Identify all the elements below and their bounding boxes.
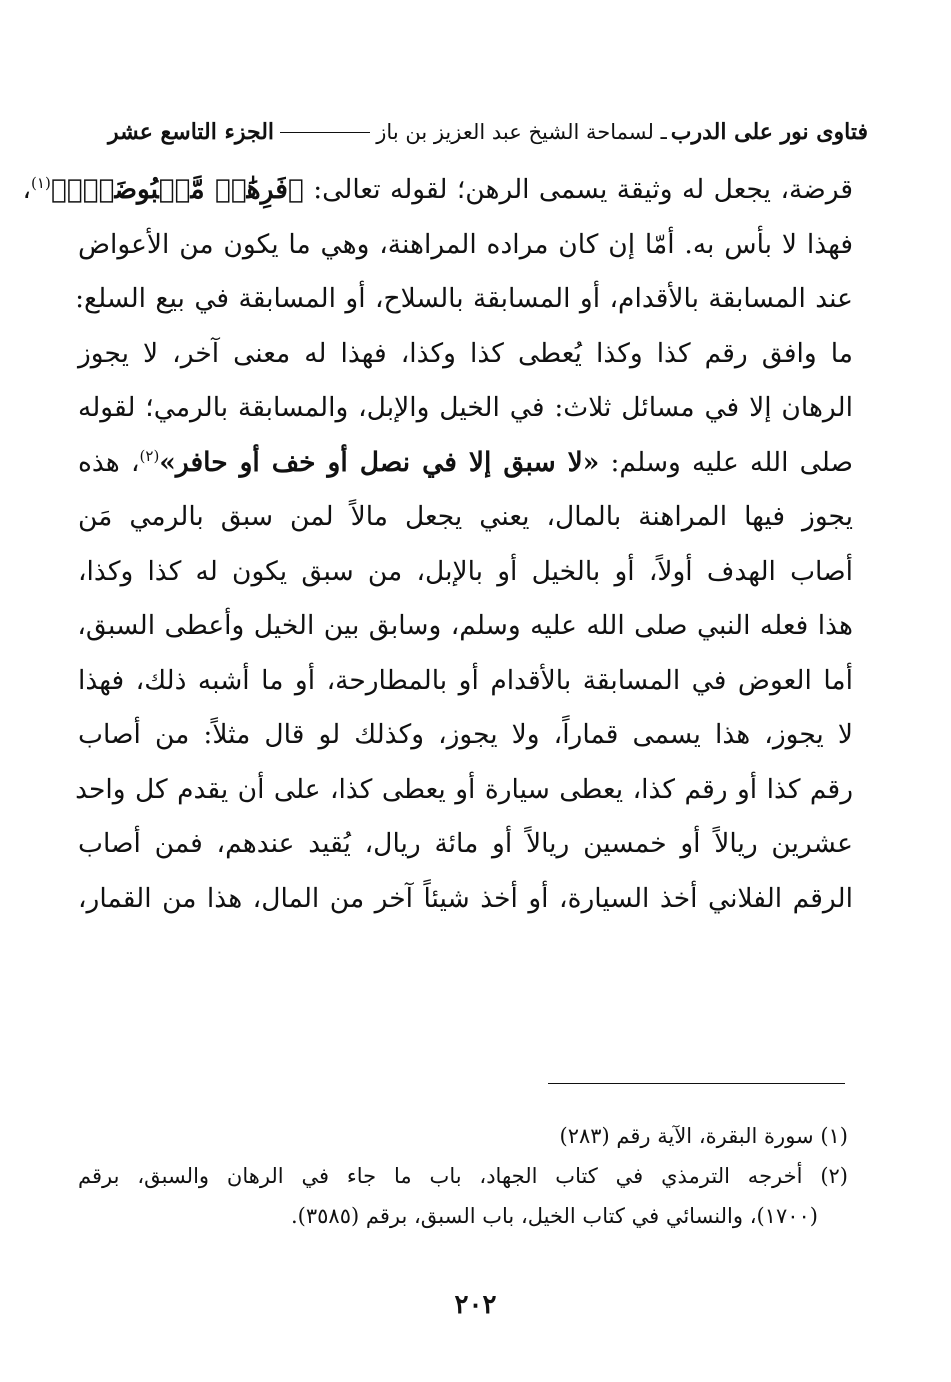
text-line: قرضة، يجعل له وثيقة يسمى الرهن؛ لقوله تعالى: ﴿فَرِهَٰنٞ مَّقۡبُوضَةٞۖ﴾$^{(١)}$، (22, 174, 853, 205)
footnote-ref: (١) (31, 174, 51, 193)
hadith-quote: «لا سبق إلا في نصل أو خف أو حافر» (159, 446, 600, 478)
text-line: أصاب الهدف أولاً، أو بالخيل أو بالإبل، من سبق يكون له كذا وكذا، (78, 555, 853, 587)
footnote-separator (548, 1083, 845, 1084)
text-line: عند المسابقة بالأقدام، أو المسابقة بالسلاح، أو المسابقة في بيع السلع: (75, 283, 853, 314)
text-line: فهذا لا بأس به. أمّا إن كان مراده المراهنة، وهي ما يكون من الأعواض (78, 228, 853, 260)
text-line: يجوز فيها المراهنة بالمال، يعني يجعل مالاً لمن سبق بالرمي مَن (78, 501, 853, 532)
quran-verse: ﴿فَرِهَٰنٞ مَّقۡبُوضَةٞۖ﴾ (50, 174, 304, 205)
text-line: رقم كذا أو رقم كذا، يعطى سيارة أو يعطى كذا، على أن يقدم كل واحد (75, 773, 853, 805)
book-title: فتاوى نور على الدرب (670, 119, 868, 145)
footnote-2: (٢) أخرجه الترمذي في كتاب الجهاد، باب ما جاء في الرهان والسبق، برقم (78, 1164, 848, 1188)
text-line: الرقم الفلاني أخذ السيارة، أو أخذ شيئاً آخر من المال، هذا من القمار، (78, 882, 853, 914)
footnote-ref: (٢) (139, 446, 160, 465)
footnote-1: (١) سورة البقرة، الآية رقم (٢٨٣) (559, 1124, 848, 1148)
text-line: عشرين ريالاً أو خمسين ريالاً أو مائة ريال، يُقيد عندهم، فمن أصاب (78, 828, 853, 859)
part-label: الجزء التاسع عشر (108, 119, 275, 145)
footnote-2-continued: (١٧٠٠)، والنسائي في كتاب الخيل، باب السبق، برقم (٣٥٨٥). (291, 1204, 818, 1228)
text-line: ما وافق رقم كذا وكذا يُعطى كذا وكذا، فهذا له معنى آخر، لا يجوز (78, 337, 853, 369)
header-rule (280, 132, 370, 133)
text-line: هذا فعله النبي صلى الله عليه وسلم، وسابق بين الخيل وأعطى السبق، (77, 610, 853, 641)
page-number: ٢٠٢ (454, 1290, 497, 1320)
text-line: الرهان إلا في مسائل ثلاث: في الخيل والإبل، والمسابقة بالرمي؛ لقوله (78, 392, 853, 423)
main-text (22, 163, 853, 926)
author-name: ـ لسماحة الشيخ عبد العزيز بن باز (376, 120, 667, 144)
text-line: صلى الله عليه وسلم: «لا سبق إلا في نصل أو خف أو حافر»$^{(٢)}$، هذه (78, 446, 853, 478)
running-header (108, 112, 868, 152)
footnotes (78, 1116, 848, 1236)
text-line: أما العوض في المسابقة بالأقدام أو بالمطارحة، أو ما أشبه ذلك، فهذا (78, 664, 853, 696)
text-line: لا يجوز، هذا يسمى قماراً، ولا يجوز، وكذلك لو قال مثلاً: من أصاب (78, 719, 853, 750)
